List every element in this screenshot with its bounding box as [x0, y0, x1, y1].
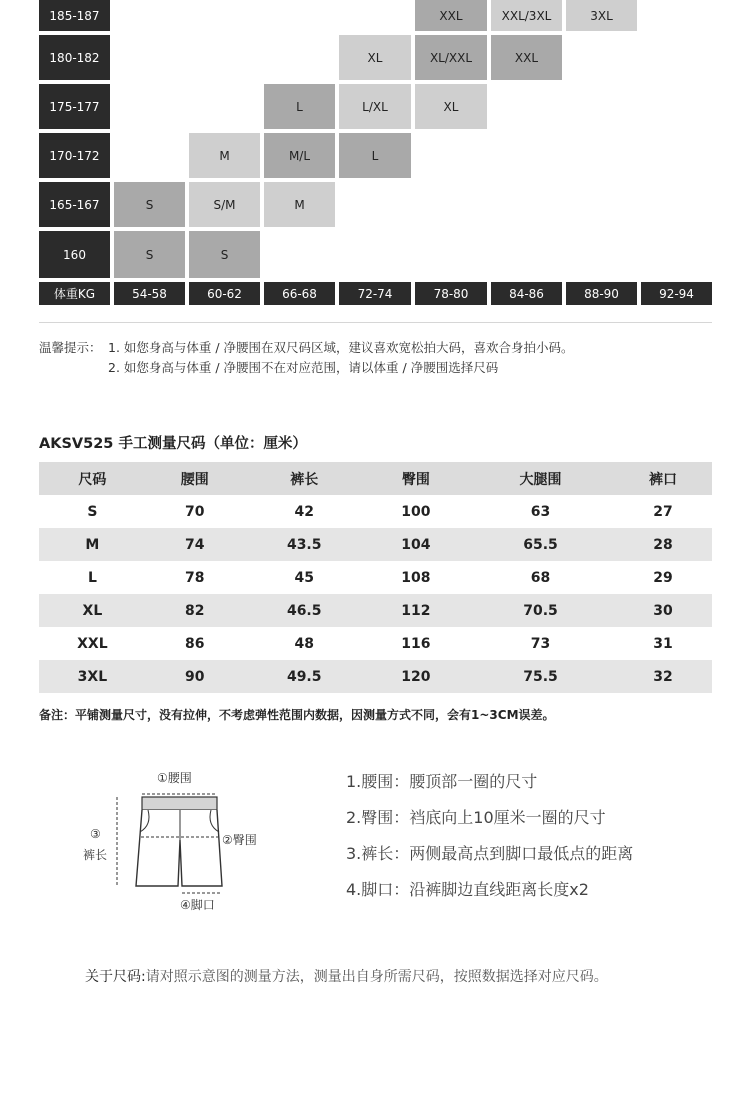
measure-note: 备注：平铺测量尺寸，没有拉伸，不考虑弹性范围内数据，因测量方式不同，会有1~3CM误差。 [39, 708, 555, 722]
table-row [39, 495, 712, 528]
table-cell: 45 [294, 569, 314, 586]
table-cell: 74 [146, 528, 244, 561]
table-row [39, 627, 712, 660]
size-cell: S/M [189, 182, 260, 227]
table-cell: 3XL [39, 660, 146, 693]
size-cell: S [189, 231, 260, 278]
hip-label: ②臀围 [222, 833, 257, 847]
size-cell: XL [339, 35, 411, 80]
table-cell: 43.5 [244, 528, 365, 561]
table-cell: 112 [365, 594, 467, 627]
table-cell: 100 [401, 503, 431, 520]
table-cell: 68 [530, 569, 551, 586]
table-cell: 31 [653, 635, 673, 652]
measure-title: AKSV525 手工测量尺码（单位：厘米） [39, 436, 307, 452]
weight-col-label: 54-58 [114, 282, 185, 305]
desc-hem: 4.脚口：沿裤脚边直线距离长度x2 [346, 880, 589, 899]
height-row-label: 180-182 [39, 35, 110, 80]
table-cell: XXL [77, 635, 108, 652]
table-cell: XL [39, 594, 146, 627]
size-cell: L [339, 133, 411, 178]
table-cell: 28 [614, 528, 712, 561]
tip-line-2: 2. 如您身高与体重 / 净腰围不在对应范围，请以体重 / 净腰围选择尺码 [108, 360, 499, 375]
about-sizes [85, 962, 685, 992]
table-cell: L [87, 569, 97, 586]
length-label: 裤长 [83, 848, 108, 862]
desc-hip: 2.臀围：裆底向上10厘米一圈的尺寸 [346, 808, 606, 827]
table-cell: 116 [401, 635, 431, 652]
length-number: ③ [90, 827, 101, 841]
waistband-shape [142, 797, 217, 810]
table-row [39, 660, 712, 693]
divider [39, 322, 712, 323]
tips-label: 温馨提示： [39, 340, 102, 355]
table-row [39, 528, 712, 561]
table-cell: 70 [185, 503, 205, 520]
table-cell: 104 [365, 528, 467, 561]
table-cell: 73 [530, 635, 551, 652]
table-row [39, 594, 712, 627]
desc-length: 3.裤长：两侧最高点到脚口最低点的距离 [346, 844, 634, 863]
size-cell: M [189, 133, 260, 178]
hem-label: ④脚口 [180, 898, 215, 912]
table-cell: 48 [294, 635, 314, 652]
size-cell: XL [415, 84, 487, 129]
col-header: 裤口 [614, 462, 712, 495]
about-label: 关于尺码: [85, 969, 146, 985]
table-cell: 75.5 [467, 660, 614, 693]
table-cell: 70.5 [467, 594, 614, 627]
size-cell: XXL [491, 35, 562, 80]
col-header: 裤长 [244, 462, 365, 495]
table-cell: 30 [614, 594, 712, 627]
weight-header: 体重KG [39, 282, 110, 305]
waist-label: ①腰围 [157, 771, 192, 785]
table-cell: 27 [653, 503, 673, 520]
col-header: 尺码 [39, 462, 146, 495]
measure-table [39, 462, 712, 693]
table-cell: 49.5 [244, 660, 365, 693]
table-cell: 63 [530, 503, 551, 520]
size-cell: M [264, 182, 335, 227]
tip-line-1: 1. 如您身高与体重 / 净腰围在双尺码区域，建议喜欢宽松拍大码，喜欢合身拍小码。 [108, 340, 574, 355]
height-row-label: 185-187 [39, 0, 110, 31]
size-cell: L [264, 84, 335, 129]
weight-col-label: 88-90 [566, 282, 637, 305]
size-cell: S [114, 231, 185, 278]
size-cell: XXL [415, 0, 487, 31]
table-cell: S [87, 503, 98, 520]
size-cell: L/XL [339, 84, 411, 129]
table-cell: 32 [614, 660, 712, 693]
table-cell: 65.5 [467, 528, 614, 561]
table-cell: 46.5 [244, 594, 365, 627]
table-cell: 120 [365, 660, 467, 693]
desc-waist: 1.腰围：腰顶部一圈的尺寸 [346, 772, 538, 791]
table-cell: M [39, 528, 146, 561]
size-cell: XL/XXL [415, 35, 487, 80]
weight-col-label: 78-80 [415, 282, 487, 305]
col-header: 大腿围 [467, 462, 614, 495]
size-cell: XXL/3XL [491, 0, 562, 31]
size-cell: M/L [264, 133, 335, 178]
height-row-label: 165-167 [39, 182, 110, 227]
table-cell: 86 [185, 635, 205, 652]
size-cell: 3XL [566, 0, 637, 31]
weight-col-label: 60-62 [189, 282, 260, 305]
height-row-label: 170-172 [39, 133, 110, 178]
table-cell: 78 [185, 569, 205, 586]
table-row [39, 561, 712, 594]
about-text: 请对照示意图的测量方法，测量出自身所需尺码，按照数据选择对应尺码。 [145, 969, 608, 985]
weight-col-label: 84-86 [491, 282, 562, 305]
weight-col-label: 92-94 [641, 282, 712, 305]
height-row-label: 175-177 [39, 84, 110, 129]
weight-col-label: 72-74 [339, 282, 411, 305]
table-cell: 90 [146, 660, 244, 693]
table-cell: 42 [294, 503, 314, 520]
height-row-label: 160 [39, 231, 110, 278]
size-cell: S [114, 182, 185, 227]
table-cell: 29 [653, 569, 673, 586]
table-cell: 82 [146, 594, 244, 627]
col-header: 腰围 [146, 462, 244, 495]
table-cell: 108 [401, 569, 431, 586]
table-header-row [39, 462, 712, 495]
col-header: 臀围 [365, 462, 467, 495]
weight-col-label: 66-68 [264, 282, 335, 305]
